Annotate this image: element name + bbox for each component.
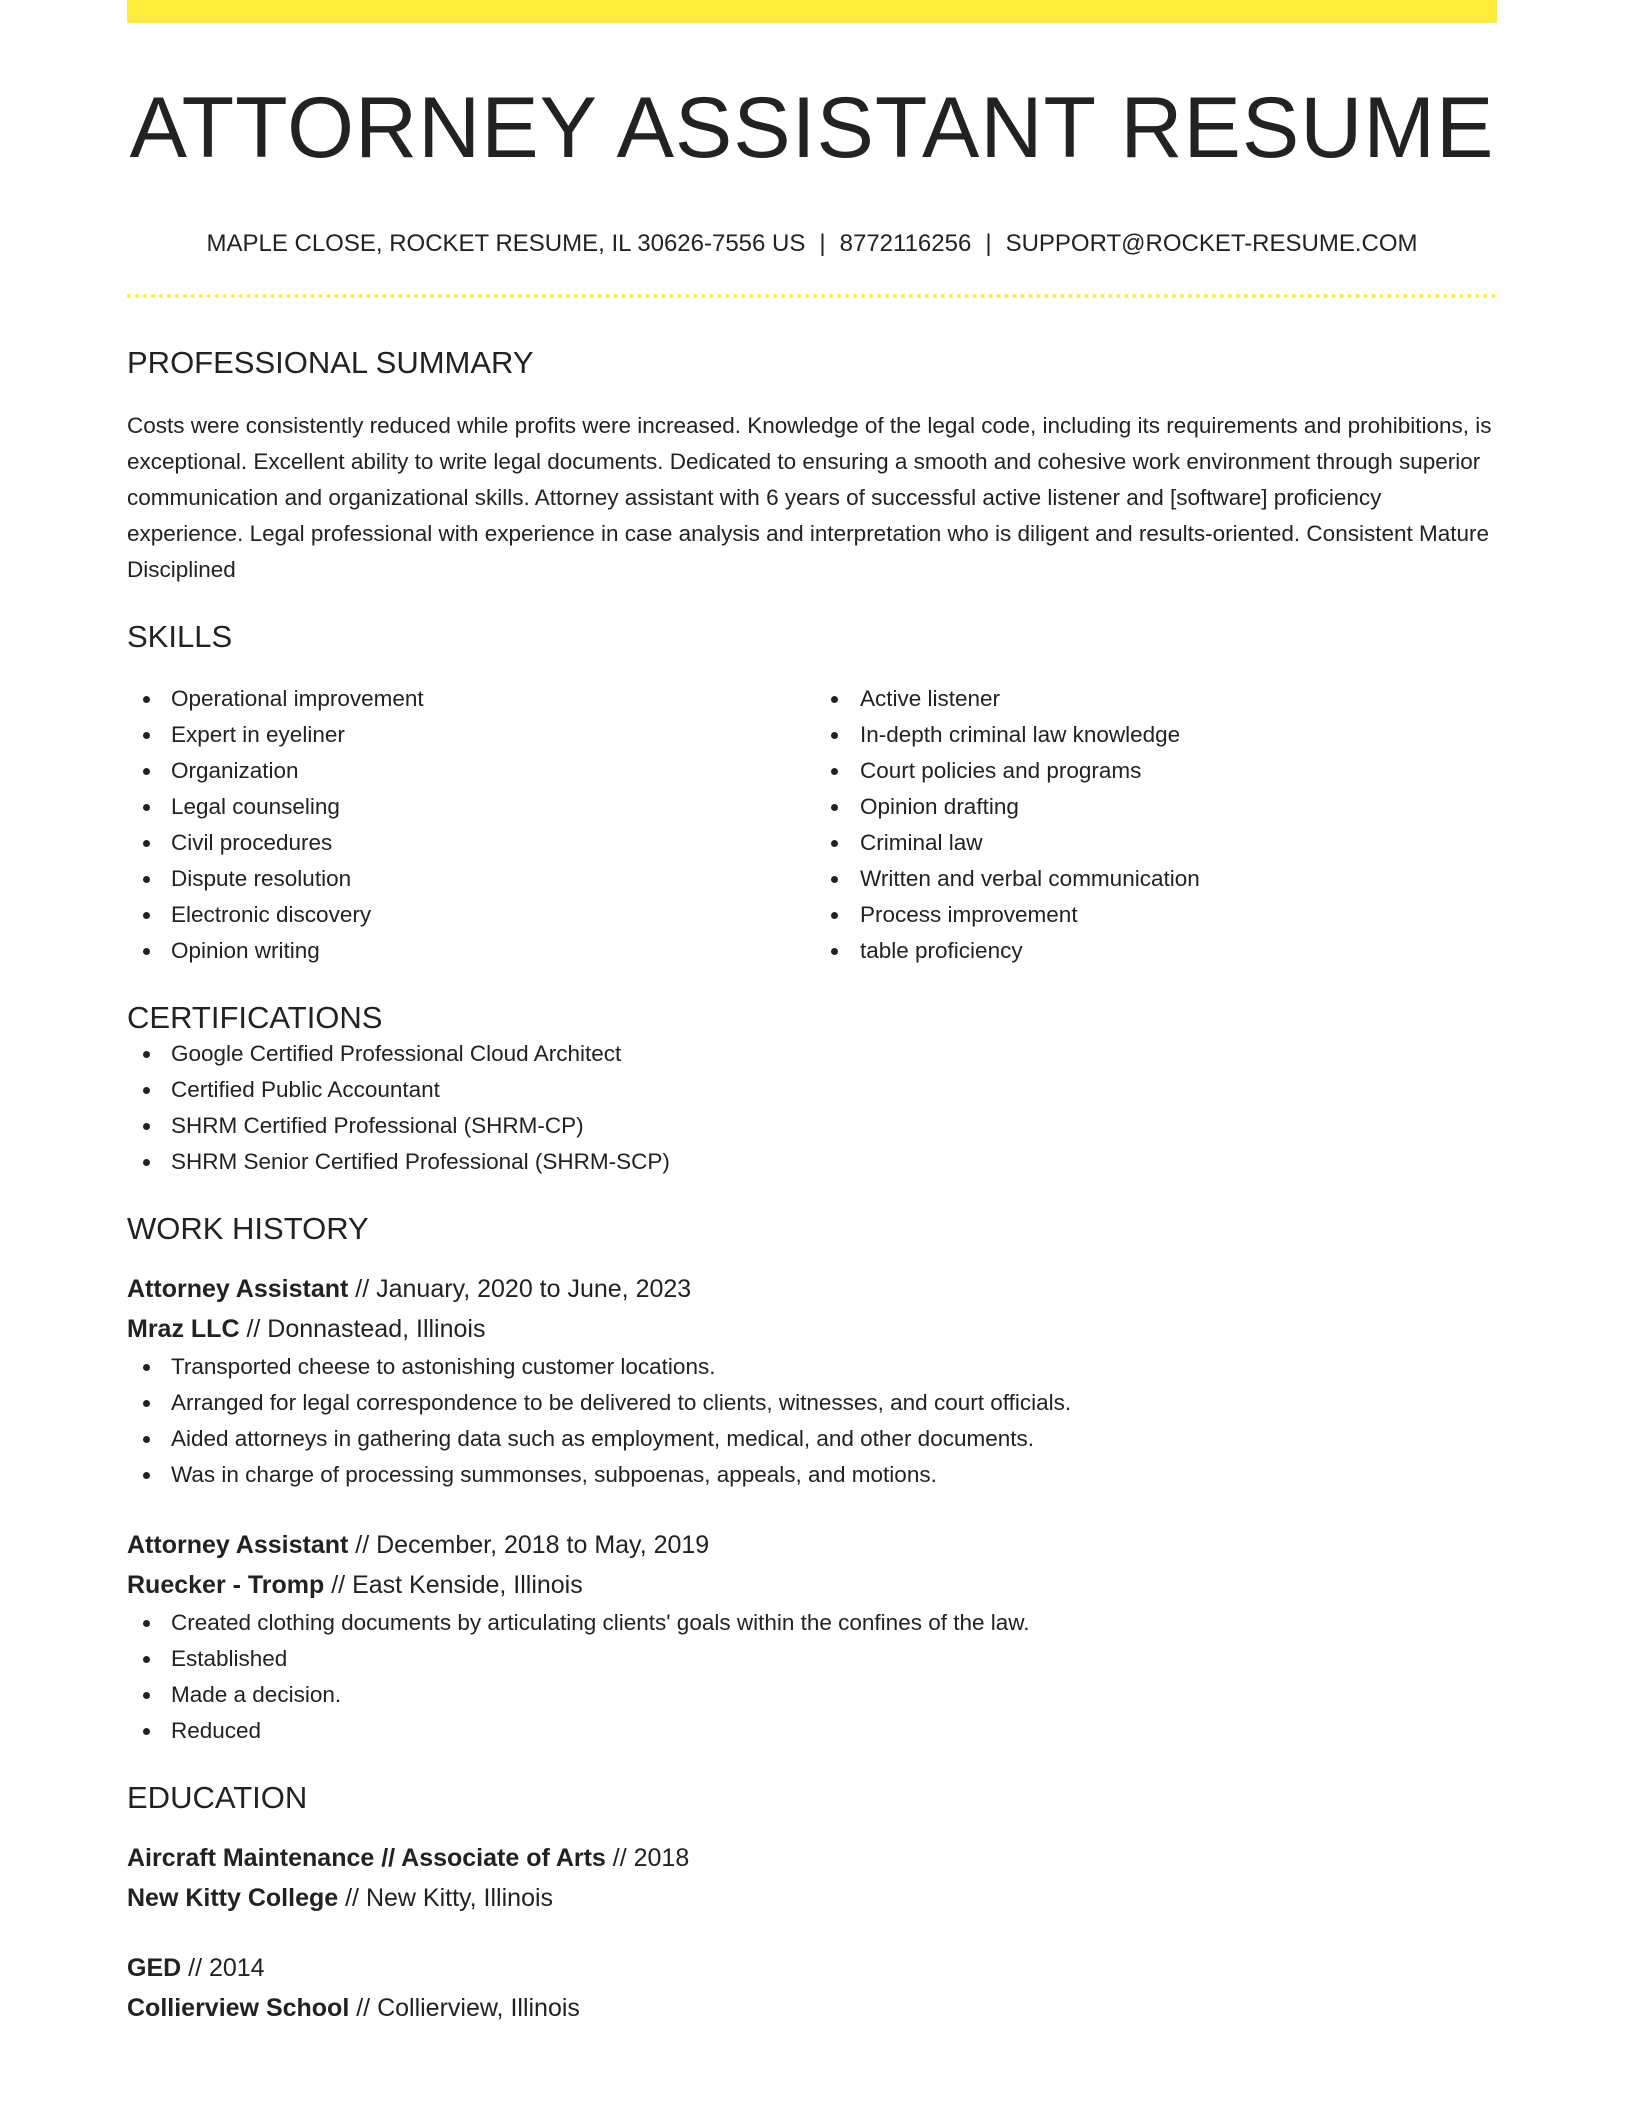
- job-location: // Donnastead, Illinois: [239, 1315, 486, 1344]
- list-item: table proficiency: [812, 933, 1497, 969]
- list-item: Expert in eyeliner: [127, 717, 812, 753]
- list-item: Established: [127, 1641, 1497, 1677]
- list-item: SHRM Senior Certified Professional (SHRM-SCP): [127, 1144, 1497, 1180]
- list-item: Organization: [127, 753, 812, 789]
- accent-bar: [127, 0, 1497, 23]
- education-year: // 2014: [181, 1954, 265, 1983]
- dotted-divider: [127, 294, 1497, 298]
- job-company: Mraz LLC: [127, 1315, 240, 1344]
- list-item: Made a decision.: [127, 1677, 1497, 1713]
- list-item: Active listener: [812, 681, 1497, 717]
- job-entry: [127, 1525, 1497, 1749]
- education-degree: GED: [127, 1954, 182, 1983]
- resume-title: ATTORNEY ASSISTANT RESUME: [129, 80, 1495, 176]
- education-entry: [127, 1838, 1497, 1918]
- job-dates: // December, 2018 to May, 2019: [348, 1531, 710, 1560]
- list-item: Civil procedures: [127, 825, 812, 861]
- section-heading-skills: SKILLS: [127, 618, 233, 654]
- list-item: Electronic discovery: [127, 897, 812, 933]
- job-company-line: [127, 1565, 1497, 1605]
- job-bullets: [127, 1349, 1497, 1493]
- job-dates: // January, 2020 to June, 2023: [348, 1275, 692, 1304]
- list-item: Reduced: [127, 1713, 1497, 1749]
- job-entry: [127, 1269, 1497, 1493]
- education-degree-line: [127, 1948, 1497, 1988]
- job-title-line: [127, 1269, 1497, 1309]
- contact-address: MAPLE CLOSE, ROCKET RESUME, IL 30626-7556 US: [206, 229, 806, 257]
- education-degree: Aircraft Maintenance // Associate of Arts: [127, 1844, 606, 1873]
- job-company-line: [127, 1309, 1497, 1349]
- education-location: // Collierview, Illinois: [349, 1994, 580, 2023]
- section-heading-education: EDUCATION: [127, 1780, 308, 1816]
- skills-columns: [127, 681, 1497, 969]
- job-title: Attorney Assistant: [127, 1531, 349, 1560]
- education-degree-line: [127, 1838, 1497, 1878]
- list-item: Transported cheese to astonishing customer locations.: [127, 1349, 1497, 1385]
- list-item: Dispute resolution: [127, 861, 812, 897]
- contact-separator: |: [819, 229, 826, 257]
- list-item: SHRM Certified Professional (SHRM-CP): [127, 1108, 1497, 1144]
- education-school-line: [127, 1988, 1497, 2028]
- list-item: Arranged for legal correspondence to be delivered to clients, witnesses, and court officials.: [127, 1385, 1497, 1421]
- education-school: Collierview School: [127, 1994, 350, 2023]
- section-heading-work-history: WORK HISTORY: [127, 1210, 369, 1246]
- list-item: Operational improvement: [127, 681, 812, 717]
- job-bullets: [127, 1605, 1497, 1749]
- skills-list-right: [812, 681, 1497, 969]
- contact-separator: |: [985, 229, 992, 257]
- education-school-line: [127, 1878, 1497, 1918]
- section-heading-summary: PROFESSIONAL SUMMARY: [127, 345, 534, 381]
- list-item: Aided attorneys in gathering data such as employment, medical, and other documents.: [127, 1421, 1497, 1457]
- job-company: Ruecker - Tromp: [127, 1571, 325, 1600]
- education-location: // New Kitty, Illinois: [338, 1884, 554, 1913]
- job-title-line: [127, 1525, 1497, 1565]
- job-location: // East Kenside, Illinois: [324, 1571, 583, 1600]
- certifications-list: [127, 1036, 1497, 1180]
- list-item: Opinion writing: [127, 933, 812, 969]
- education-year: // 2018: [605, 1844, 690, 1873]
- summary-text: Costs were consistently reduced while profits were increased. Knowledge of the legal code, including its requirements and prohibitions, is exceptional. Excellent ability to write legal documents. Dedicated to ensuring a smooth and cohesive work environment through superior communication and organizational skills. Attorney assistant with 6 years of successful active listener and [software] proficiency experience. Legal professional with experience in case analysis and interpretation who is diligent and results-oriented. Consistent Mature Disciplined: [127, 412, 1492, 582]
- skills-list-left: [127, 681, 812, 969]
- list-item: Created clothing documents by articulating clients' goals within the confines of the law.: [127, 1605, 1497, 1641]
- list-item: Certified Public Accountant: [127, 1072, 1497, 1108]
- list-item: Court policies and programs: [812, 753, 1497, 789]
- section-heading-certifications: CERTIFICATIONS: [127, 999, 383, 1035]
- list-item: Legal counseling: [127, 789, 812, 825]
- job-title: Attorney Assistant: [127, 1275, 349, 1304]
- list-item: In-depth criminal law knowledge: [812, 717, 1497, 753]
- contact-phone: 8772116256: [839, 229, 972, 257]
- education-school: New Kitty College: [127, 1884, 339, 1913]
- education-entry: [127, 1948, 1497, 2028]
- resume-page: [127, 0, 1497, 2028]
- contact-email: SUPPORT@ROCKET-RESUME.COM: [1005, 229, 1418, 257]
- list-item: Google Certified Professional Cloud Architect: [127, 1036, 1497, 1072]
- contact-line: [127, 230, 1497, 259]
- list-item: Process improvement: [812, 897, 1497, 933]
- list-item: Written and verbal communication: [812, 861, 1497, 897]
- list-item: Opinion drafting: [812, 789, 1497, 825]
- list-item: Criminal law: [812, 825, 1497, 861]
- list-item: Was in charge of processing summonses, subpoenas, appeals, and motions.: [127, 1457, 1497, 1493]
